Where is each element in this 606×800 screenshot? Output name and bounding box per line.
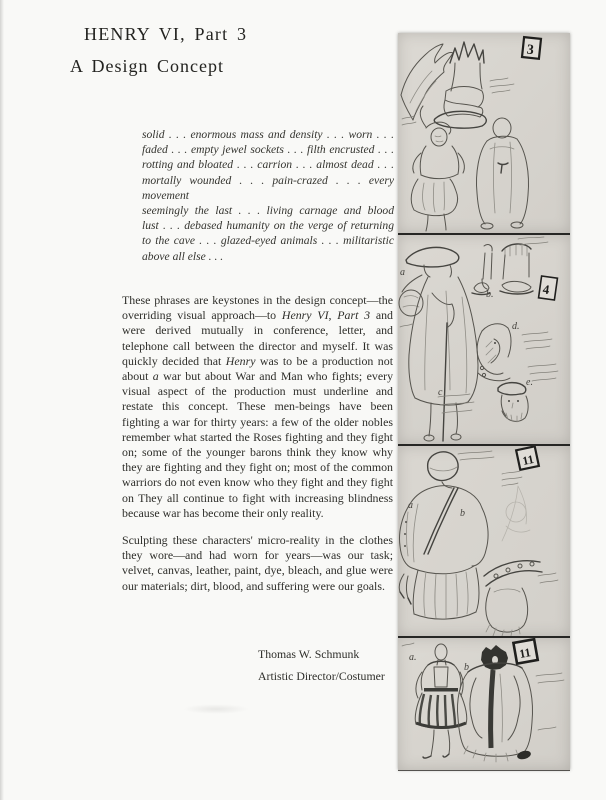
svg-text:4: 4: [541, 281, 551, 298]
back-view-figure-study: [399, 452, 488, 619]
figure-a-label: a.: [409, 652, 417, 663]
p1-italic-a: a: [152, 369, 159, 384]
plate-number-badge: [516, 446, 539, 470]
sketch-panel-1: [398, 33, 570, 235]
plate-number-badge: [522, 37, 541, 59]
ghost-sketch: [502, 486, 530, 541]
cloak-figure-study: [476, 118, 528, 229]
pilgrim-figure-study: [399, 247, 478, 441]
ink-blot: [516, 749, 532, 760]
quote-line: lust . . . debased humanity on the verge of returning: [142, 219, 394, 233]
body-paragraph-1: [122, 293, 393, 521]
page-subtitle: A Design Concept: [70, 56, 224, 76]
sketch-panel-3: [398, 446, 570, 638]
p1-segment: was to be a production not about: [122, 353, 394, 384]
studded-pouch-study: [484, 561, 542, 636]
quote-line: to the cave . . . glazed-eyed animals . . . militaristic: [142, 234, 394, 248]
svg-text:3: 3: [525, 42, 535, 59]
sketch-panel-2: [398, 235, 570, 446]
svg-text:11: 11: [521, 451, 536, 469]
p1-segment: and were derived mutually in conference, letter, and telephone call between the director and myself. It was quickly decided that: [122, 308, 393, 368]
handwritten-annotations: [400, 237, 558, 413]
p1-italic-title: Henry VI, Part 3: [281, 308, 371, 323]
fur-boot-study: [434, 42, 514, 128]
p1-italic-henry: Henry: [225, 353, 256, 368]
quote-line: rotting and bloated . . . carrion . . . almost dead . . .: [142, 158, 394, 172]
body-text: [122, 293, 393, 606]
costume-sketch-plate-4: [398, 235, 570, 444]
costume-sketch-plate-11b: [398, 638, 570, 770]
bucket-boot-study: [500, 244, 533, 294]
p1-segment: war but about War and Man who fights; every visual aspect of the production must underline and restate this concept. These men-beings have been fighting a war for thirty years: a few of the older nobles remember what started the Roses fighting and they fight on; some of the younger barons think they know why they are fighting and they fight on; most of the common warriors do not even know who they fight and they fight on They all continue to fight with increasing blindness because war has become their only reality.: [122, 369, 394, 520]
sketch-panel-4: [398, 638, 570, 771]
costume-sketch-plate-3: [398, 33, 570, 233]
sleeve-arm-study: [401, 44, 453, 120]
armored-boot-study: [472, 245, 492, 295]
quote-line: mortally wounded . . . pain-crazed . . . every movement: [142, 173, 394, 202]
svg-text:a: a: [408, 500, 413, 511]
design-concept-quote: [142, 127, 394, 264]
svg-text:b.: b.: [486, 289, 494, 300]
signature-block: [258, 643, 385, 687]
tunic-figure-study: [415, 644, 467, 758]
quote-line: solid . . . enormous mass and density . . . worn . . .: [142, 128, 394, 141]
svg-text:c: c: [438, 387, 443, 398]
signature-name: Thomas W. Schmunk: [258, 647, 360, 661]
scan-smudge: [183, 704, 249, 714]
quote-line: seemingly the last . . . living carnage and blood: [142, 204, 394, 218]
body-paragraph-2: Sculpting these characters' micro-reality in the clothes they wore—and had worn for years—was our task; velvet, canvas, leather, paint, dye, bleach, and glue were our materials; dirt, blood, and suffering were our goals.: [122, 533, 393, 593]
page-title: HENRY VI, Part 3: [84, 24, 248, 44]
plate-number-badge: [513, 639, 537, 663]
bearded-head-study: [498, 383, 528, 422]
plate-number-badge: [539, 276, 558, 300]
p1-segment: These phrases are keystones in the design concept—the overriding visual approach—to: [122, 293, 393, 323]
hooded-head-study: [477, 324, 511, 381]
costume-sketch-plate-11a: [398, 446, 570, 636]
svg-text:b: b: [460, 508, 465, 519]
svg-text:d.: d.: [512, 321, 520, 332]
doublet-figure-study: [411, 106, 464, 231]
costume-sketch-strip: [398, 33, 570, 770]
figure-b-label: b: [464, 662, 469, 673]
svg-text:e.: e.: [526, 377, 533, 388]
svg-text:11: 11: [518, 645, 532, 661]
signature-role: Artistic Director/Costumer: [258, 669, 385, 683]
svg-text:a: a: [400, 267, 405, 278]
quote-line: faded . . . empty jewel sockets . . . filth encrusted . . .: [142, 143, 394, 157]
handwritten-annotations: [408, 451, 558, 583]
quote-line: above all else . . .: [142, 249, 224, 263]
